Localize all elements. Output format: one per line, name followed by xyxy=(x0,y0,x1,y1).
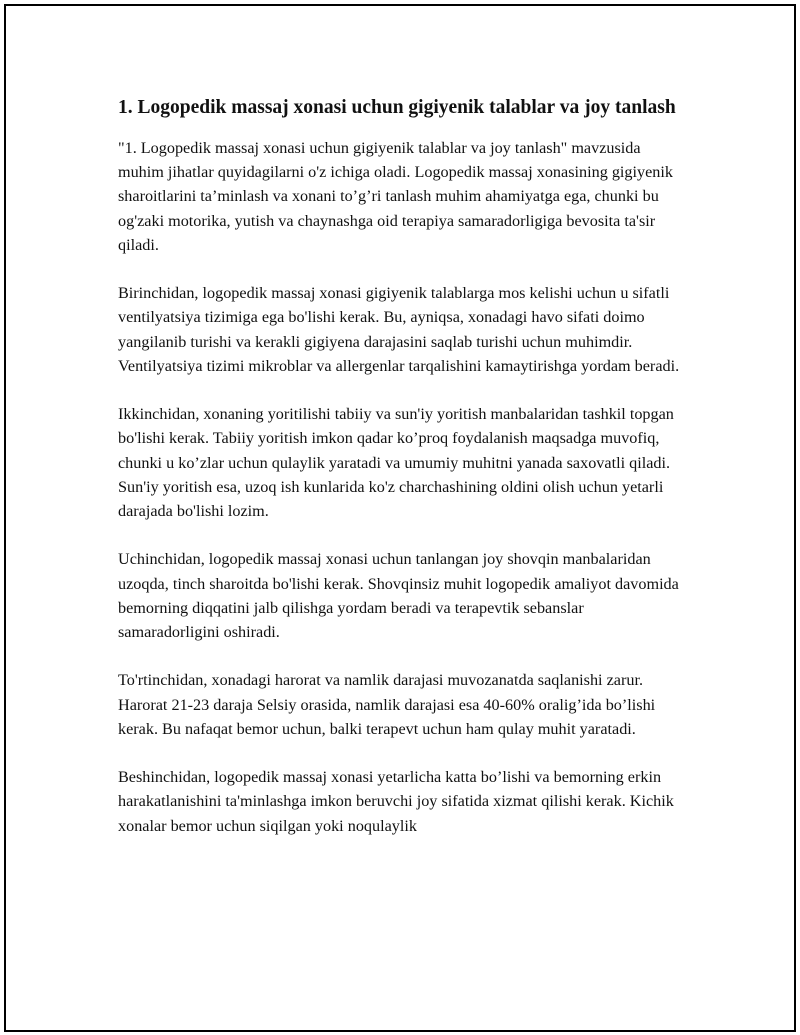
paragraph-space: Beshinchidan, logopedik massaj xonasi yetarlicha katta bo’lishi va bemorning erkin harakatlanishini ta'minlashga imkon beruvchi joy sifatida xizmat qilishi kerak. Kichik xonalar bemor uchun siqilgan yoki noqulaylik xyxy=(118,768,674,835)
paragraph-climate: To'rtinchidan, xonadagi harorat va namlik darajasi muvozanatda saqlanishi zarur. Harorat 21-23 daraja Selsiy orasida, namlik darajasi esa 40-60% oralig’ida bo’lishi kerak. Bu nafaqat bemor uchun, balki terapevt uchun ham qulay muhit yaratadi. xyxy=(118,671,656,738)
paragraph-noise: Uchinchidan, logopedik massaj xonasi uchun tanlangan joy shovqin manbalaridan uzoqda, tinch sharoitda bo'lishi kerak. Shovqinsiz muhit logopedik amaliyot davomida bemorning diqqatini jalb qilishga yordam beradi va terapevtik sebanslar samaradorligini oshiradi. xyxy=(118,550,679,642)
document-body xyxy=(118,92,688,862)
paragraph-lighting: Ikkinchidan, xonaning yoritilishi tabiiy va sun'iy yoritish manbalaridan tashkil topgan bo'lishi kerak. Tabiiy yoritish imkon qadar ko’proq foydalanish maqsadga muvofiq, chunki u ko’zlar uchun qulaylik yaratadi va umumiy muhitni yanada saxovatli qiladi. Sun'iy yoritish esa, uzoq ish kunlarida ko'z charchashining oldini olish uchun yetarli darajada bo'lishi lozim. xyxy=(118,405,674,521)
document-heading: 1. Logopedik massaj xonasi uchun gigiyenik talablar va joy tanlash xyxy=(118,97,676,118)
paragraph-intro: "1. Logopedik massaj xonasi uchun gigiyenik talablar va joy tanlash" mavzusida muhim jihatlar quyidagilarni o'z ichiga oladi. Logopedik massaj xonasining gigiyenik sharoitlarini ta’minlash va xonani to’g’ri tanlash muhim ahamiyatga ega, chunki bu og'zaki motorika, yutish va chaynashga oid terapiya samaradorligiga bevosita ta'sir qiladi. xyxy=(118,139,673,254)
paragraph-ventilation: Birinchidan, logopedik massaj xonasi gigiyenik talablarga mos kelishi uchun u sifatli ventilyatsiya tizimiga ega bo'lishi kerak. Bu, ayniqsa, xonadagi havo sifati doimo yangilanib turishi va kerakli gigiyena darajasini saqlab turishi uchun muhimdir. Ventilyatsiya tizimi mikroblar va allergenlar tarqalishini kamaytirishga yordam beradi. xyxy=(118,284,680,375)
